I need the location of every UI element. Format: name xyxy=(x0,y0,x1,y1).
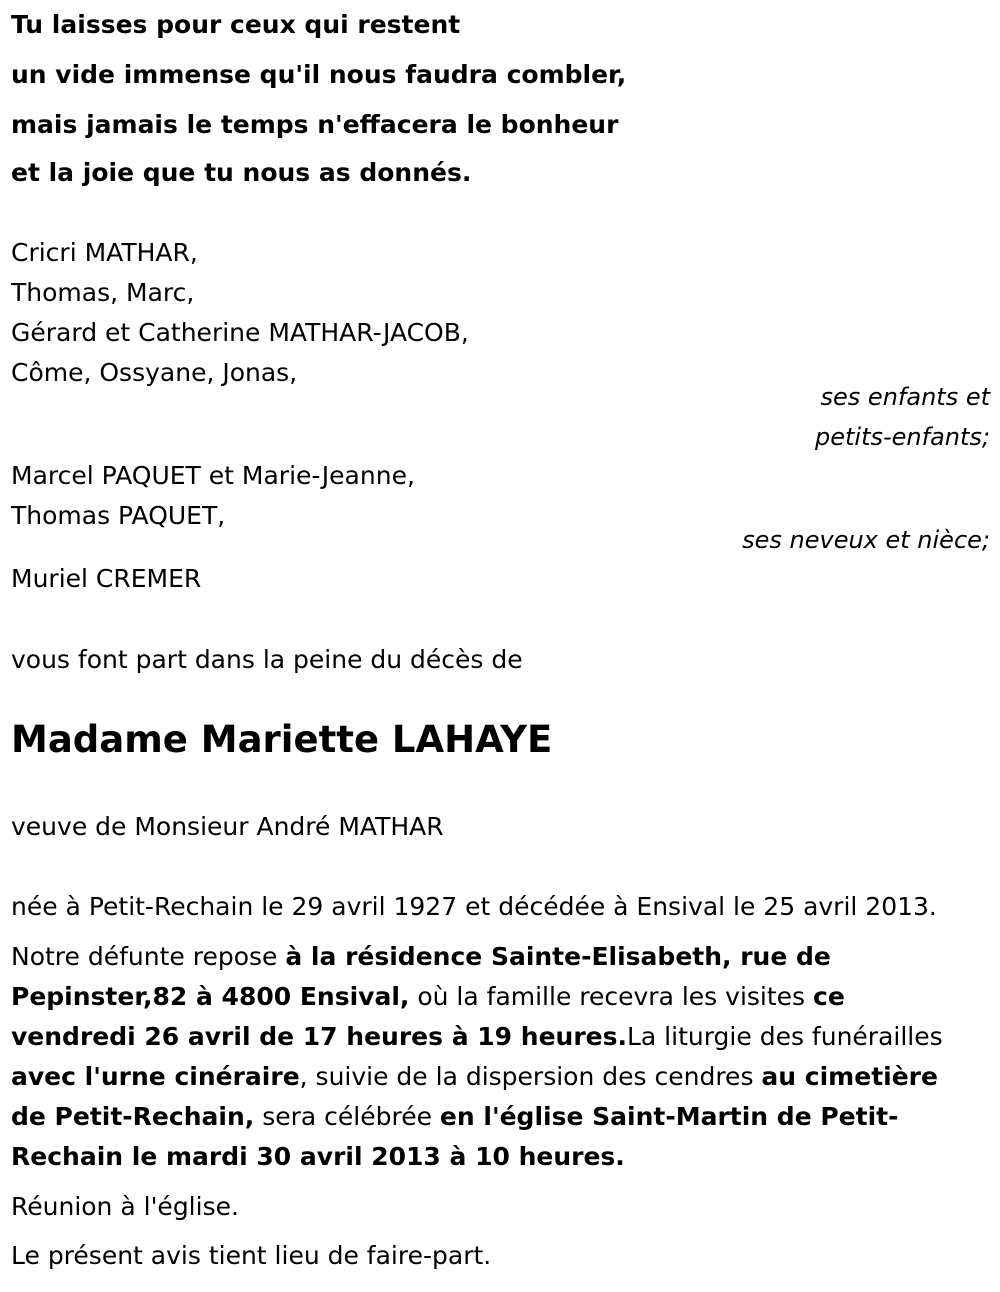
announcement: vous font part dans la peine du décès de xyxy=(11,645,523,674)
details-church: en l'église Saint-Martin de Petit-Rechain le mardi 30 avril 2013 à 10 heures. xyxy=(11,1102,899,1171)
details-text-1: Notre défunte repose xyxy=(11,942,286,971)
details-cemetery: au cimetière de Petit-Rechain, xyxy=(11,1062,938,1131)
details-text-4: , suivie de la dispersion des cendres xyxy=(299,1062,762,1091)
details-text-2: où la famille recevra les visites xyxy=(409,982,814,1011)
family-child-2: Thomas, Marc, xyxy=(11,278,195,307)
family-child-4: Côme, Ossyane, Jonas, xyxy=(11,358,298,387)
details-text-5: sera célébrée xyxy=(254,1102,440,1131)
family-nephew-1: Marcel PAQUET et Marie-Jeanne, xyxy=(11,461,415,490)
family-child-1: Cricri MATHAR, xyxy=(11,238,198,267)
verse-line-1: Tu laisses pour ceux qui restent xyxy=(11,10,461,39)
family-nephew-2: Thomas PAQUET, xyxy=(11,501,226,530)
family-other: Muriel CREMER xyxy=(11,564,202,593)
details-visit-time: ce vendredi 26 avril de 17 heures à 19 heures. xyxy=(11,982,845,1051)
verse-line-3: mais jamais le temps n'effacera le bonheur xyxy=(11,110,619,139)
meeting: Réunion à l'église. xyxy=(11,1192,239,1221)
nephews-role: ses neveux et nièce; xyxy=(742,526,990,554)
funeral-details xyxy=(11,937,971,1177)
notice: Le présent avis tient lieu de faire-part. xyxy=(11,1241,492,1270)
family-child-3: Gérard et Catherine MATHAR-JACOB, xyxy=(11,318,469,347)
verse-line-2: un vide immense qu'il nous faudra combler, xyxy=(11,60,627,89)
children-role-line-1: ses enfants et xyxy=(820,383,990,411)
details-urn: avec l'urne cinéraire xyxy=(11,1062,300,1091)
details-text-3: La liturgie des funérailles xyxy=(626,1022,943,1051)
deceased-name: Madame Mariette LAHAYE xyxy=(11,718,553,761)
details-residence: à la résidence Sainte-Elisabeth, rue de Pepinster,82 à 4800 Ensival, xyxy=(11,942,831,1011)
verse-line-4: et la joie que tu nous as donnés. xyxy=(11,158,472,187)
children-role-line-2: petits-enfants; xyxy=(815,423,990,451)
birth-death: née à Petit-Rechain le 29 avril 1927 et décédée à Ensival le 25 avril 2013. xyxy=(11,892,937,921)
widow-of: veuve de Monsieur André MATHAR xyxy=(11,812,444,841)
